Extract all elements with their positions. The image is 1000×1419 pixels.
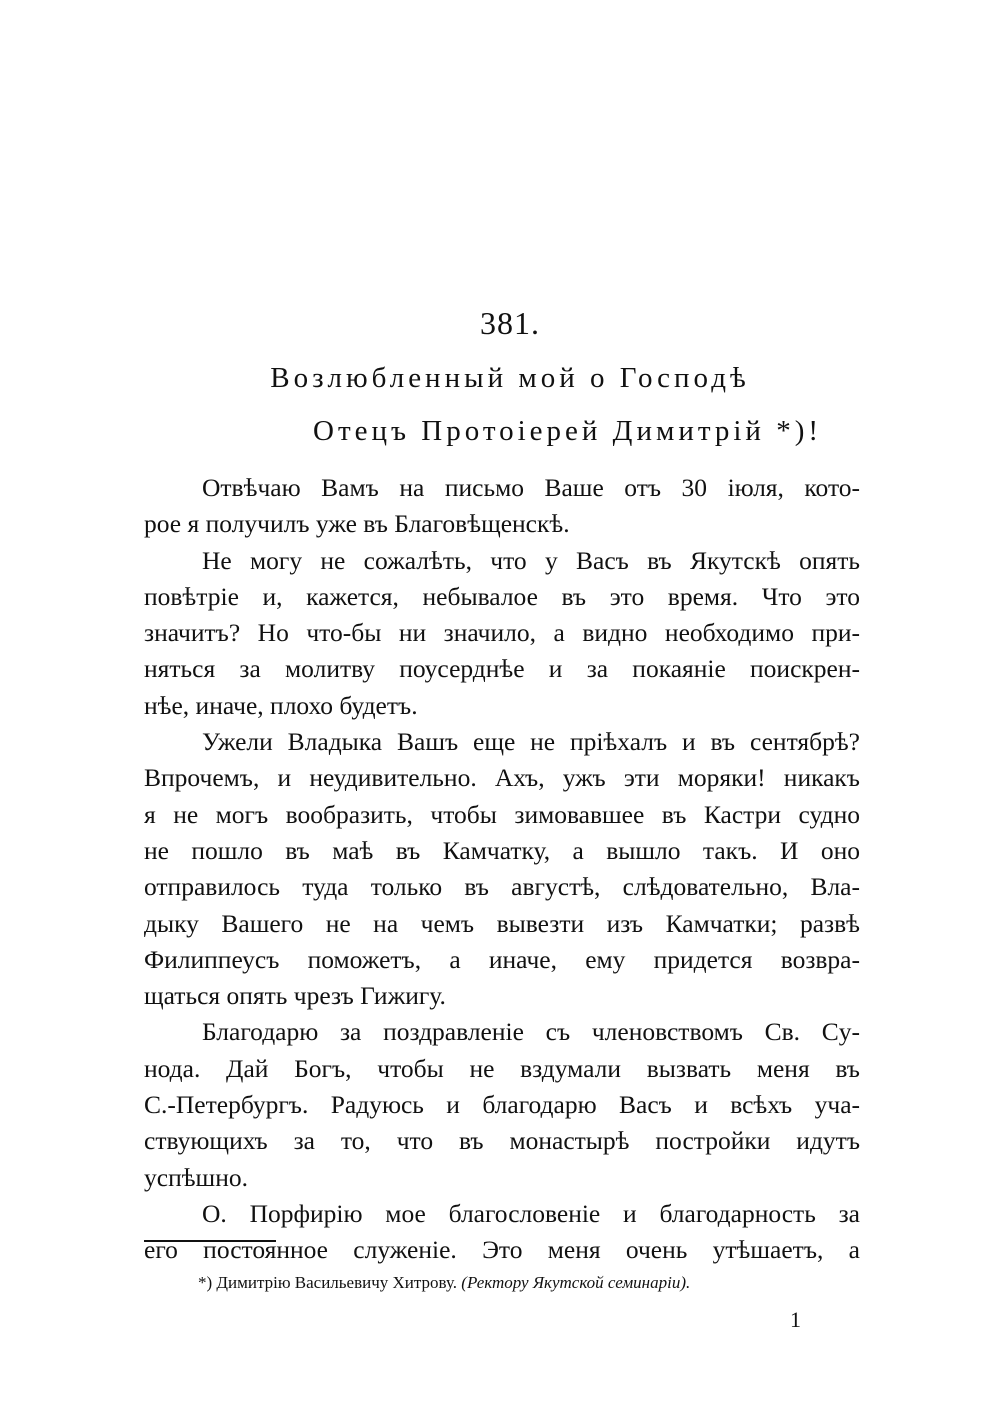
footnote-italic-note: (Ректору Якутской семинаріи). <box>461 1273 691 1292</box>
body-line: успѣшно. <box>144 1162 248 1192</box>
body-line: повѣтріе и, кажется, небывалое въ это время. Что это <box>144 581 860 611</box>
body-line: Не могу не сожалѣть, что у Васъ въ Якутскѣ опять <box>202 545 860 575</box>
letter-body <box>144 470 860 1269</box>
body-line: Благодарю за поздравленіе съ членовствомъ Св. Сy- <box>202 1017 860 1047</box>
footnote-text: Димитрію Васильевичу Хитрову. <box>216 1273 458 1292</box>
body-line: Филиппеусъ поможетъ, а иначе, ему придется возвра- <box>144 944 860 974</box>
body-line: О. Порфирію мое благословеніе и благодарность за <box>202 1198 860 1228</box>
body-line: я не могъ вообразить, чтобы зимовавшее въ Кастри судно <box>144 799 860 829</box>
body-line: нода. Дай Богъ, чтобы не вздумали вызвать меня въ <box>144 1053 860 1083</box>
body-line: дыку Вашего не на чемъ вывезти изъ Камчатки; развѣ <box>144 908 860 938</box>
body-line: не пошло въ маѣ въ Камчатку, а вышло такъ. И оно <box>144 835 860 865</box>
body-line: его постоянное служеніе. Это меня очень утѣшаетъ, а <box>144 1235 860 1265</box>
body-line: нѣе, иначе, плохо будетъ. <box>144 690 418 720</box>
body-line: значитъ? Но что-бы ни значило, а видно необходимо при- <box>144 618 860 648</box>
body-line: рое я получилъ уже въ Благовѣщенскѣ. <box>144 509 570 539</box>
body-line: С.-Петербургъ. Радуюсь и благодарю Васъ и всѣхъ уча- <box>144 1090 860 1120</box>
signature-mark: 1 <box>790 1307 801 1332</box>
letter-number: 381. <box>480 305 540 341</box>
footnote <box>198 1273 690 1293</box>
body-line: отправилось туда только въ августѣ, слѣдовательно, Вла- <box>144 872 860 902</box>
body-line: Ужели Владыка Вашъ еще не пріѣхалъ и въ сентябрѣ? <box>202 727 860 757</box>
body-line: ствующихъ за то, что въ монастырѣ постройки идутъ <box>144 1126 860 1156</box>
body-line: Отвѣчаю Вамъ на письмо Ваше отъ 30 іюля, кото- <box>202 473 860 502</box>
salutation-line-1: Возлюбленный мой о Господѣ <box>270 362 750 394</box>
body-line: Впрочемъ, и неудивительно. Ахъ, ужъ эти моряки! никакъ <box>144 763 860 793</box>
salutation-line-2: Отецъ Протоіерей Димитрій *)! <box>313 415 823 447</box>
body-line: няться за молитву поусерднѣе и за покаяніе поискрен- <box>144 654 860 684</box>
body-line: щаться опять чрезъ Гижигу. <box>144 981 446 1011</box>
footnote-divider <box>144 1240 276 1242</box>
footnote-marker: *) <box>198 1273 213 1292</box>
